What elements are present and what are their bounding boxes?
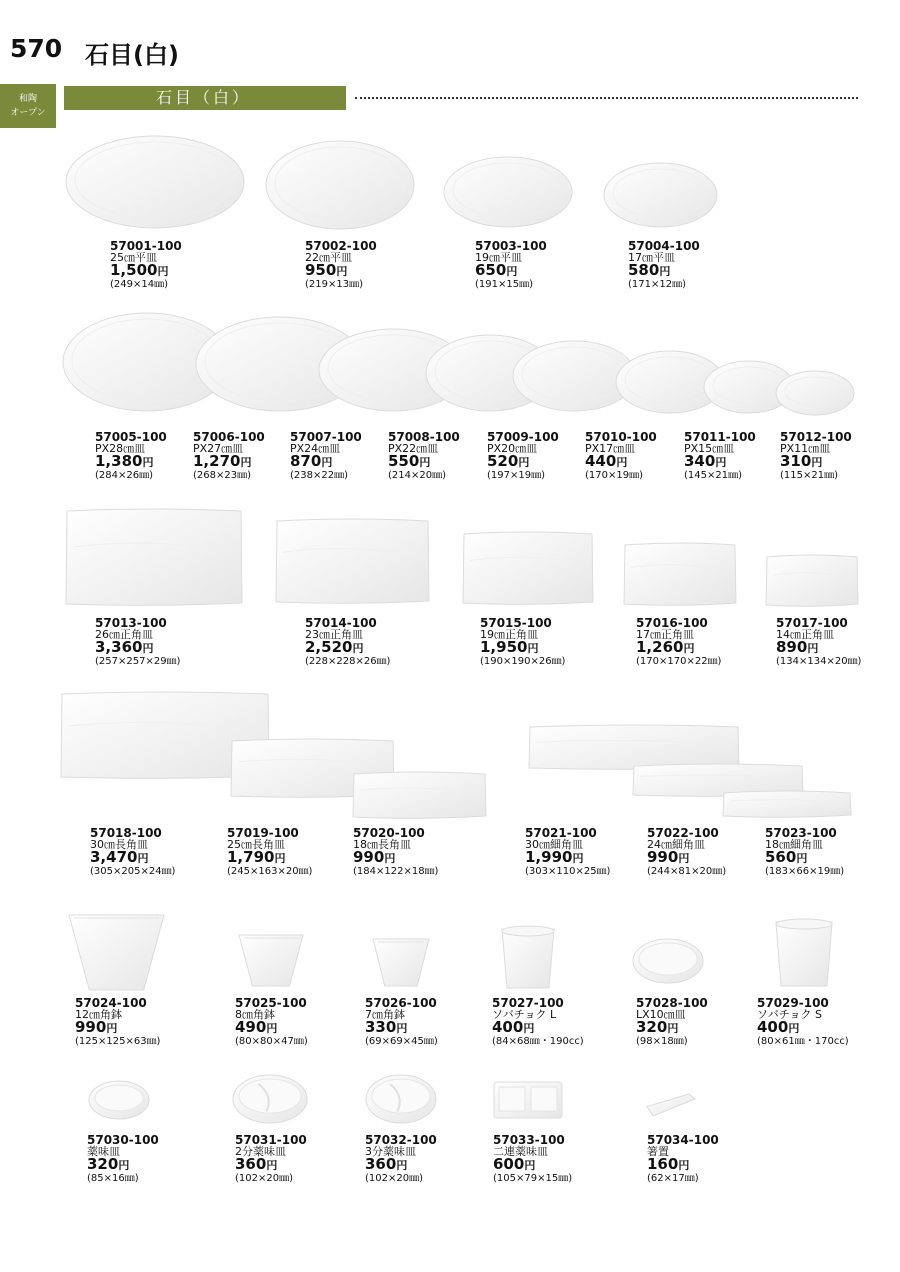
price-currency: 円 [524, 1159, 536, 1172]
price-currency: 円 [266, 1022, 278, 1035]
product-price [95, 454, 167, 470]
price-currency: 円 [106, 1022, 118, 1035]
product-name: 14㎝正角皿 [776, 628, 834, 641]
product-code: 57009-100 [487, 430, 559, 444]
product-code: 57031-100 [235, 1133, 307, 1147]
product-name: 19㎝正角皿 [480, 628, 538, 641]
product-price [525, 850, 610, 866]
product-info [227, 828, 312, 877]
product-size: (197×19㎜) [487, 470, 545, 481]
product-code: 57018-100 [90, 826, 162, 840]
product-code: 57026-100 [365, 996, 437, 1010]
price-value: 650 [475, 261, 507, 279]
price-currency: 円 [678, 1159, 690, 1172]
product-size: (190×190×26㎜) [480, 656, 566, 667]
side-tab-line2: オープン [10, 108, 46, 118]
product-code: 57021-100 [525, 826, 597, 840]
product-price [492, 1020, 584, 1036]
price-currency: 円 [240, 456, 252, 469]
product-price [628, 263, 700, 279]
product-size: (219×13㎜) [305, 279, 363, 290]
price-value: 870 [290, 452, 322, 470]
long-plate-icon [722, 789, 852, 819]
product-size: (62×17㎜) [647, 1173, 699, 1184]
section-banner: 石目（白） [64, 86, 346, 110]
product-code: 57011-100 [684, 430, 756, 444]
product-info [95, 618, 180, 667]
product-size: (228×228×26㎜) [305, 656, 391, 667]
product-size: (245×163×20㎜) [227, 866, 313, 877]
product-code: 57030-100 [87, 1133, 159, 1147]
square-plate-icon [65, 507, 243, 607]
product-price [290, 454, 362, 470]
product-name: 18㎝長角皿 [353, 838, 411, 851]
product-price [305, 640, 390, 656]
round-plate-icon [603, 162, 718, 228]
price-currency: 円 [157, 265, 169, 278]
product-info [75, 998, 160, 1047]
price-value: 400 [492, 1018, 524, 1036]
product-name: 12㎝角鉢 [75, 1008, 122, 1021]
product-code: 57013-100 [95, 616, 167, 630]
price-value: 310 [780, 452, 812, 470]
square-bowl-icon [238, 932, 304, 988]
dotted-rule [355, 97, 858, 99]
product-info [780, 432, 852, 481]
product-size: (69×69×45㎜) [365, 1036, 438, 1047]
chopstick-rest-icon [645, 1090, 697, 1120]
price-currency: 円 [523, 1022, 535, 1035]
product-code: 57032-100 [365, 1133, 437, 1147]
price-value: 440 [585, 452, 617, 470]
product-size: (80×80×47㎜) [235, 1036, 308, 1047]
price-value: 1,500 [110, 261, 158, 279]
product-info [87, 1135, 159, 1184]
product-name: 薬味皿 [87, 1145, 120, 1158]
product-price [480, 640, 565, 656]
product-price [388, 454, 460, 470]
product-name: 18㎝細角皿 [765, 838, 823, 851]
product-size: (238×22㎜) [290, 470, 348, 481]
product-price [235, 1157, 307, 1173]
product-info [525, 828, 610, 877]
price-currency: 円 [384, 852, 396, 865]
price-currency: 円 [266, 1159, 278, 1172]
product-info [765, 828, 844, 877]
product-info [193, 432, 265, 481]
price-value: 890 [776, 638, 808, 656]
price-value: 320 [636, 1018, 668, 1036]
product-code: 57001-100 [110, 239, 182, 253]
product-name: PX20㎝皿 [487, 442, 538, 455]
product-price [647, 850, 726, 866]
price-value: 2,520 [305, 638, 353, 656]
price-currency: 円 [788, 1022, 800, 1035]
divided-dish-icon [232, 1074, 308, 1124]
price-value: 520 [487, 452, 519, 470]
product-info [305, 618, 390, 667]
price-currency: 円 [811, 456, 823, 469]
product-code: 57027-100 [492, 996, 564, 1010]
product-size: (183×66×19㎜) [765, 866, 845, 877]
product-name: 30㎝長角皿 [90, 838, 148, 851]
price-currency: 円 [527, 642, 539, 655]
product-size: (115×21㎜) [780, 470, 838, 481]
product-name: 2分薬味皿 [235, 1145, 286, 1158]
round-plate-icon [65, 135, 245, 229]
product-name: 8㎝角鉢 [235, 1008, 275, 1021]
product-price [487, 454, 559, 470]
product-code: 57025-100 [235, 996, 307, 1010]
product-name: 22㎝平皿 [305, 251, 352, 264]
price-value: 950 [305, 261, 337, 279]
price-value: 490 [235, 1018, 267, 1036]
price-value: 400 [757, 1018, 789, 1036]
product-size: (105×79×15㎜) [493, 1173, 573, 1184]
product-info [475, 241, 547, 290]
product-name: 7㎝角鉢 [365, 1008, 405, 1021]
product-price [365, 1157, 437, 1173]
product-info [353, 828, 438, 877]
price-value: 990 [353, 848, 385, 866]
product-name: PX27㎝皿 [193, 442, 244, 455]
product-name: LX10㎝皿 [636, 1008, 686, 1021]
product-info [235, 998, 308, 1047]
product-name: 二連薬味皿 [493, 1145, 548, 1158]
price-currency: 円 [659, 265, 671, 278]
price-value: 1,990 [525, 848, 573, 866]
price-currency: 円 [518, 456, 530, 469]
product-name: PX24㎝皿 [290, 442, 341, 455]
product-name: ソバチョク S [757, 1008, 822, 1021]
product-code: 57002-100 [305, 239, 377, 253]
product-size: (171×12㎜) [628, 279, 686, 290]
product-name: 30㎝細角皿 [525, 838, 583, 851]
price-value: 550 [388, 452, 420, 470]
product-code: 57022-100 [647, 826, 719, 840]
product-price [90, 850, 175, 866]
price-currency: 円 [807, 642, 819, 655]
product-name: 25㎝長角皿 [227, 838, 285, 851]
product-price [87, 1157, 159, 1173]
product-size: (284×26㎜) [95, 470, 153, 481]
product-name: PX17㎝皿 [585, 442, 636, 455]
product-code: 57034-100 [647, 1133, 719, 1147]
product-code: 57029-100 [757, 996, 829, 1010]
product-size: (244×81×20㎜) [647, 866, 727, 877]
product-info [684, 432, 756, 481]
price-value: 330 [365, 1018, 397, 1036]
product-code: 57007-100 [290, 430, 362, 444]
product-name: PX11㎝皿 [780, 442, 831, 455]
price-value: 3,360 [95, 638, 143, 656]
product-price [776, 640, 861, 656]
product-price [365, 1020, 438, 1036]
product-name: 19㎝平皿 [475, 251, 522, 264]
product-name: 17㎝正角皿 [636, 628, 694, 641]
price-currency: 円 [678, 852, 690, 865]
product-code: 57020-100 [353, 826, 425, 840]
product-code: 57005-100 [95, 430, 167, 444]
product-price [647, 1157, 719, 1173]
price-currency: 円 [396, 1159, 408, 1172]
price-value: 600 [493, 1155, 525, 1173]
price-currency: 円 [683, 642, 695, 655]
product-price [110, 263, 182, 279]
product-code: 57012-100 [780, 430, 852, 444]
round-plate-icon [775, 370, 855, 416]
product-price [636, 1020, 708, 1036]
product-price [95, 640, 180, 656]
product-name: 23㎝正角皿 [305, 628, 363, 641]
product-name: 3分薬味皿 [365, 1145, 416, 1158]
product-price [780, 454, 852, 470]
product-name: 26㎝正角皿 [95, 628, 153, 641]
price-currency: 円 [118, 1159, 130, 1172]
price-value: 3,470 [90, 848, 138, 866]
product-price [585, 454, 657, 470]
product-info [365, 998, 438, 1047]
product-code: 57023-100 [765, 826, 837, 840]
price-value: 990 [75, 1018, 107, 1036]
small-dish-icon [88, 1080, 150, 1120]
price-currency: 円 [321, 456, 333, 469]
square-plate-icon [765, 553, 859, 608]
product-code: 57028-100 [636, 996, 708, 1010]
product-size: (268×23㎜) [193, 470, 251, 481]
small-dish-icon [632, 938, 704, 984]
product-price [765, 850, 844, 866]
side-tab-line1: 和陶 [18, 94, 37, 104]
product-size: (305×205×24㎜) [90, 866, 176, 877]
product-info [636, 998, 708, 1047]
price-currency: 円 [419, 456, 431, 469]
cup-icon [774, 918, 834, 988]
price-value: 1,270 [193, 452, 241, 470]
double-dish-icon [493, 1080, 563, 1120]
product-info [487, 432, 559, 481]
product-size: (249×14㎜) [110, 279, 168, 290]
product-size: (214×20㎜) [388, 470, 446, 481]
square-bowl-icon [68, 912, 165, 992]
product-size: (85×16㎜) [87, 1173, 139, 1184]
product-size: (134×134×20㎜) [776, 656, 862, 667]
product-code: 57006-100 [193, 430, 265, 444]
product-name: PX15㎝皿 [684, 442, 735, 455]
price-currency: 円 [506, 265, 518, 278]
product-info [480, 618, 565, 667]
product-price [75, 1020, 160, 1036]
cup-icon [500, 925, 556, 990]
price-value: 340 [684, 452, 716, 470]
product-size: (191×15㎜) [475, 279, 533, 290]
product-size: (80×61㎜・170cc) [757, 1036, 849, 1047]
product-info [585, 432, 657, 481]
price-currency: 円 [137, 852, 149, 865]
product-code: 57008-100 [388, 430, 460, 444]
product-code: 57015-100 [480, 616, 552, 630]
product-info [628, 241, 700, 290]
product-info [290, 432, 362, 481]
product-name: ソバチョク L [492, 1008, 557, 1021]
price-value: 1,950 [480, 638, 528, 656]
product-size: (170×19㎜) [585, 470, 643, 481]
product-info [647, 1135, 719, 1184]
price-value: 1,260 [636, 638, 684, 656]
product-name: 17㎝平皿 [628, 251, 675, 264]
price-currency: 円 [396, 1022, 408, 1035]
price-currency: 円 [616, 456, 628, 469]
product-name: 24㎝細角皿 [647, 838, 705, 851]
price-value: 320 [87, 1155, 119, 1173]
product-size: (102×20㎜) [235, 1173, 293, 1184]
price-currency: 円 [142, 456, 154, 469]
price-currency: 円 [352, 642, 364, 655]
product-info [493, 1135, 572, 1184]
product-info [388, 432, 460, 481]
product-info [305, 241, 377, 290]
page-title: 石目(白) [85, 41, 179, 69]
product-info [95, 432, 167, 481]
product-price [193, 454, 265, 470]
product-size: (145×21㎜) [684, 470, 742, 481]
product-info [110, 241, 182, 290]
product-price [636, 640, 721, 656]
product-price [684, 454, 756, 470]
category-side-tab [0, 84, 56, 128]
price-currency: 円 [667, 1022, 679, 1035]
product-info [492, 998, 584, 1047]
page-number: 570 [10, 34, 63, 63]
product-code: 57033-100 [493, 1133, 565, 1147]
round-plate-icon [265, 140, 415, 230]
product-size: (257×257×29㎜) [95, 656, 181, 667]
price-value: 560 [765, 848, 797, 866]
price-currency: 円 [142, 642, 154, 655]
product-info [647, 828, 726, 877]
product-name: 箸置 [647, 1145, 669, 1158]
rect-plate-icon [352, 770, 487, 820]
price-value: 1,380 [95, 452, 143, 470]
product-price [475, 263, 547, 279]
product-size: (170×170×22㎜) [636, 656, 722, 667]
product-name: PX22㎝皿 [388, 442, 439, 455]
product-code: 57014-100 [305, 616, 377, 630]
product-code: 57010-100 [585, 430, 657, 444]
product-code: 57003-100 [475, 239, 547, 253]
price-currency: 円 [715, 456, 727, 469]
product-size: (303×110×25㎜) [525, 866, 611, 877]
product-price [227, 850, 312, 866]
price-currency: 円 [336, 265, 348, 278]
product-name: PX28㎝皿 [95, 442, 146, 455]
price-currency: 円 [572, 852, 584, 865]
product-price [493, 1157, 572, 1173]
divided-dish-icon [365, 1074, 437, 1124]
product-info [757, 998, 849, 1047]
price-value: 160 [647, 1155, 679, 1173]
product-size: (98×18㎜) [636, 1036, 688, 1047]
product-info [235, 1135, 307, 1184]
product-info [636, 618, 721, 667]
product-info [90, 828, 175, 877]
product-size: (102×20㎜) [365, 1173, 423, 1184]
product-price [757, 1020, 849, 1036]
square-plate-icon [275, 517, 430, 605]
product-price [353, 850, 438, 866]
product-size: (125×125×63㎜) [75, 1036, 161, 1047]
product-code: 57004-100 [628, 239, 700, 253]
product-info [365, 1135, 437, 1184]
product-size: (84×68㎜・190cc) [492, 1036, 584, 1047]
product-code: 57016-100 [636, 616, 708, 630]
square-plate-icon [462, 530, 594, 606]
price-value: 990 [647, 848, 679, 866]
product-price [305, 263, 377, 279]
product-info [776, 618, 861, 667]
product-size: (184×122×18㎜) [353, 866, 439, 877]
round-plate-icon [443, 156, 573, 228]
price-value: 1,790 [227, 848, 275, 866]
price-value: 360 [235, 1155, 267, 1173]
square-bowl-icon [372, 936, 430, 988]
product-code: 57017-100 [776, 616, 848, 630]
price-value: 360 [365, 1155, 397, 1173]
product-name: 25㎝平皿 [110, 251, 157, 264]
price-currency: 円 [796, 852, 808, 865]
product-code: 57019-100 [227, 826, 299, 840]
price-currency: 円 [274, 852, 286, 865]
product-price [235, 1020, 308, 1036]
product-code: 57024-100 [75, 996, 147, 1010]
price-value: 580 [628, 261, 660, 279]
square-plate-icon [623, 541, 737, 607]
